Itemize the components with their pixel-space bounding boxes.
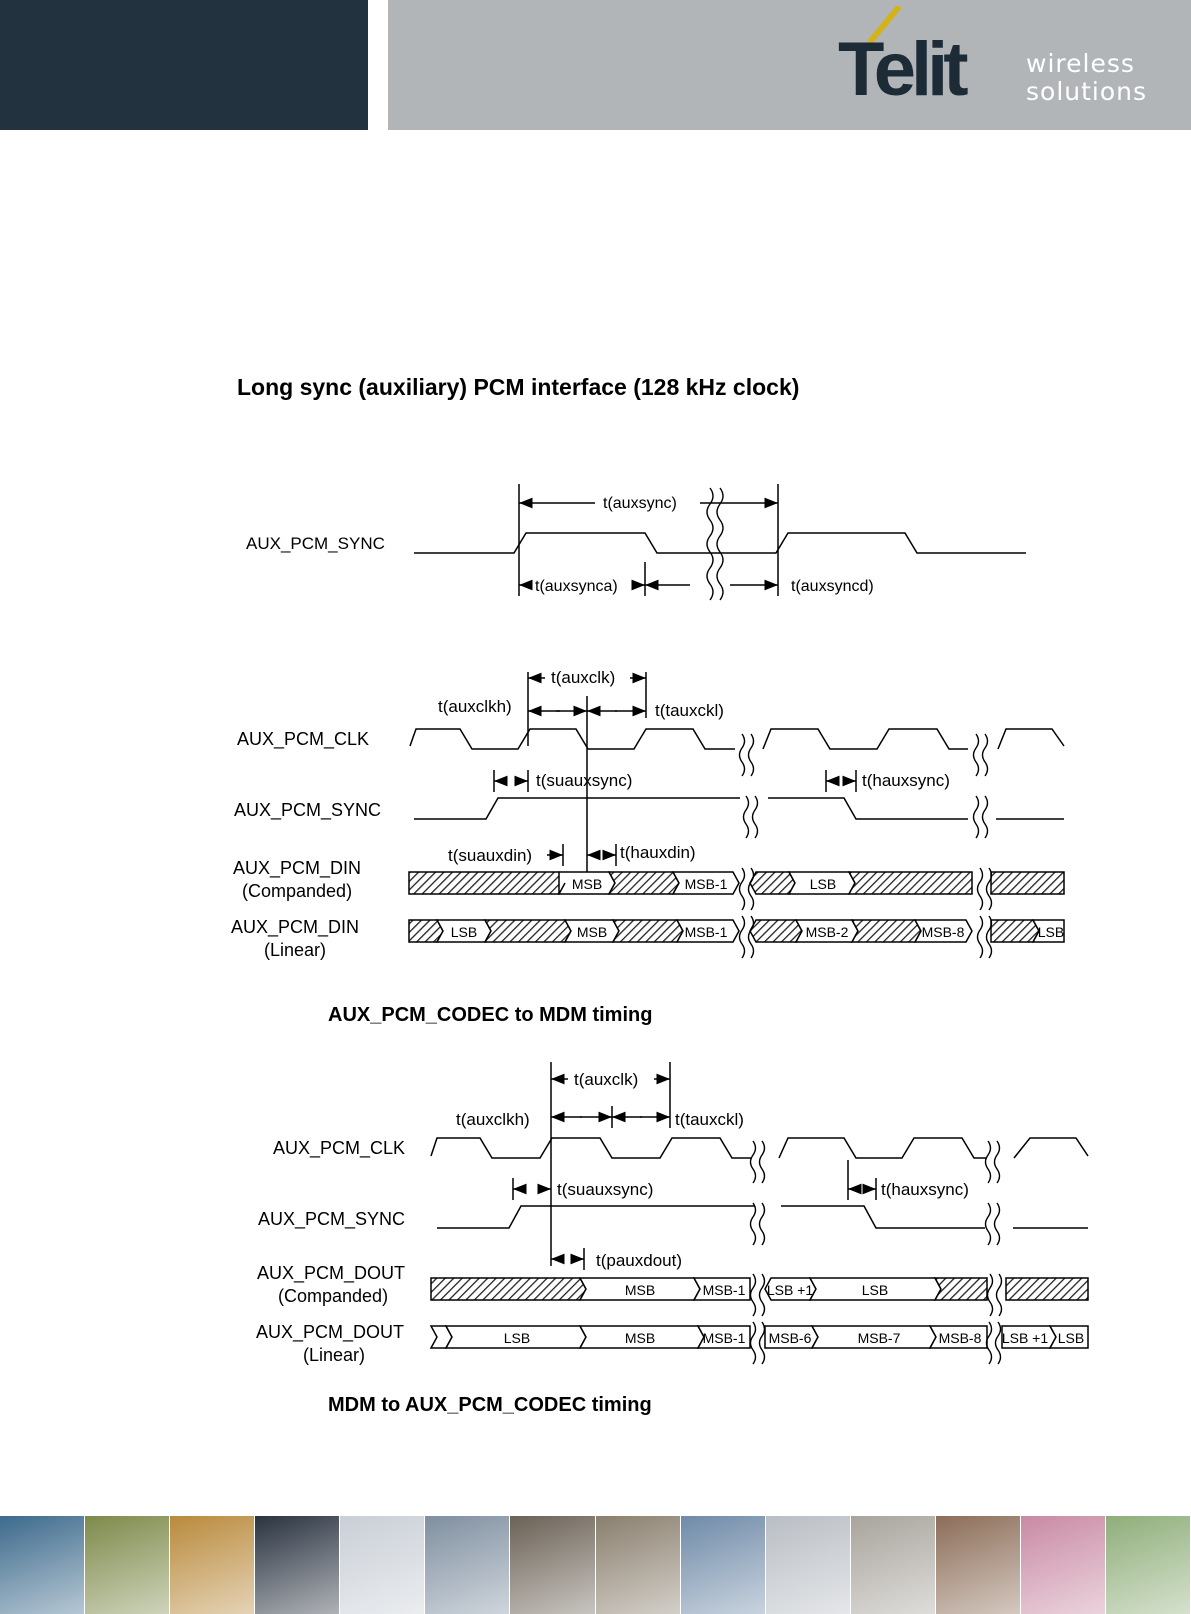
bus-hatch bbox=[935, 1278, 987, 1300]
footer-photo-tile bbox=[425, 1516, 510, 1614]
signal-label-dout-linear-sub: (Linear) bbox=[303, 1345, 366, 1365]
din-companded-bus bbox=[409, 872, 1064, 894]
signal-label-aux-pcm-sync: AUX_PCM_SYNC bbox=[246, 534, 385, 553]
bus-hatch bbox=[852, 920, 921, 942]
cell-text: LSB bbox=[809, 876, 837, 892]
bus-hatch bbox=[750, 920, 802, 942]
diagram-mdm-to-codec bbox=[256, 1062, 1088, 1416]
sync-waveform-3a bbox=[437, 1206, 755, 1228]
cell-text: LSB bbox=[861, 1282, 889, 1298]
cell-text: LSB +1 bbox=[766, 1282, 814, 1298]
label-t-auxsync: t(auxsync) bbox=[603, 495, 677, 512]
signal-label-din-linear-sub: (Linear) bbox=[264, 940, 327, 960]
bus-hatch bbox=[750, 872, 795, 894]
label-t-suauxsync: t(suauxsync) bbox=[536, 771, 633, 790]
bus-hatch bbox=[409, 920, 443, 942]
label-t-hauxsync: t(hauxsync) bbox=[862, 771, 950, 790]
cell-text: LSB bbox=[450, 924, 478, 940]
label-t-auxsynca: t(auxsynca) bbox=[535, 578, 618, 595]
bus-hatch bbox=[431, 1278, 586, 1300]
caption-codec-to-mdm: AUX_PCM_CODEC to MDM timing bbox=[328, 1004, 653, 1026]
cell-text: LSB bbox=[1057, 1330, 1085, 1346]
cell-text: MSB bbox=[624, 1330, 656, 1346]
din-linear-bus bbox=[409, 920, 1064, 942]
bus-hatch bbox=[991, 872, 1064, 894]
signal-label-din-companded: AUX_PCM_DIN bbox=[233, 858, 362, 878]
cell-text: MSB-1 bbox=[684, 876, 728, 892]
label-t-auxsyncd: t(auxsyncd) bbox=[791, 578, 874, 595]
tagline-line-2: solutions bbox=[1026, 77, 1148, 106]
footer-photo-strip bbox=[0, 1516, 1191, 1614]
footer-photo-tile bbox=[596, 1516, 681, 1614]
label-t-auxclkh: t(auxclkh) bbox=[438, 697, 512, 716]
sync-waveform-3b bbox=[781, 1206, 985, 1228]
logo-wordmark: Telit bbox=[838, 27, 964, 112]
section-title: Long sync (auxiliary) PCM interface (128 kHz clock) bbox=[237, 374, 800, 400]
signal-label-clk: AUX_PCM_CLK bbox=[273, 1138, 406, 1158]
cell-text: MSB bbox=[571, 876, 603, 892]
label-t-suauxsync: t(suauxsync) bbox=[557, 1180, 654, 1199]
bus-hatch bbox=[991, 920, 1039, 942]
label-t-tauxckl: t(tauxckl) bbox=[655, 701, 724, 720]
signal-label-dout-companded-sub: (Companded) bbox=[278, 1286, 389, 1306]
label-t-hauxsync: t(hauxsync) bbox=[881, 1180, 969, 1199]
bus-hatch bbox=[609, 872, 679, 894]
signal-label-dout-companded: AUX_PCM_DOUT bbox=[257, 1263, 406, 1283]
signal-label-din-linear: AUX_PCM_DIN bbox=[231, 917, 360, 937]
footer-photo-tile bbox=[1106, 1516, 1191, 1614]
footer-photo-tile bbox=[1021, 1516, 1106, 1614]
bus-hatch bbox=[613, 920, 683, 942]
label-t-hauxdin: t(hauxdin) bbox=[620, 843, 696, 862]
cell-text: LSB bbox=[503, 1330, 531, 1346]
signal-label-din-companded-sub: (Companded) bbox=[242, 881, 353, 901]
clk-waveform-b bbox=[763, 729, 968, 749]
cell-text: MSB-1 bbox=[702, 1282, 746, 1298]
bus-hatch bbox=[485, 920, 571, 942]
cell-text: LSB +1 bbox=[1001, 1330, 1049, 1346]
label-t-tauxckl: t(tauxckl) bbox=[675, 1110, 744, 1129]
caption-mdm-to-codec: MDM to AUX_PCM_CODEC timing bbox=[328, 1394, 652, 1416]
footer-photo-tile bbox=[340, 1516, 425, 1614]
footer-photo-tile bbox=[936, 1516, 1021, 1614]
footer-photo-tile bbox=[255, 1516, 340, 1614]
clk-waveform-c bbox=[998, 729, 1064, 749]
bus-hatch bbox=[849, 872, 972, 894]
cell-text: MSB-1 bbox=[702, 1330, 746, 1346]
clk-waveform-b bbox=[779, 1138, 987, 1158]
footer-photo-tile bbox=[170, 1516, 255, 1614]
signal-label-sync: AUX_PCM_SYNC bbox=[258, 1209, 406, 1229]
cell-text: LSB bbox=[1037, 924, 1065, 940]
cell-text: MSB-8 bbox=[921, 924, 965, 940]
label-t-pauxdout: t(pauxdout) bbox=[596, 1251, 682, 1270]
cell-text: MSB-2 bbox=[805, 924, 849, 940]
signal-label-clk: AUX_PCM_CLK bbox=[237, 729, 370, 749]
cell-text: MSB bbox=[576, 924, 608, 940]
footer-photo-tile bbox=[0, 1516, 85, 1614]
signal-label-dout-linear: AUX_PCM_DOUT bbox=[256, 1322, 405, 1342]
cell-text: MSB bbox=[624, 1282, 656, 1298]
signal-label-sync: AUX_PCM_SYNC bbox=[234, 800, 382, 820]
diagram-sync-period bbox=[246, 484, 1026, 600]
sync-waveform-2b bbox=[768, 798, 968, 819]
cell-text: MSB-7 bbox=[857, 1330, 901, 1346]
label-t-auxclk: t(auxclk) bbox=[551, 668, 616, 687]
clk-waveform-a bbox=[431, 1138, 752, 1158]
label-t-auxclk: t(auxclk) bbox=[574, 1070, 639, 1089]
diagram-codec-to-mdm bbox=[231, 668, 1064, 1026]
clk-waveform-c bbox=[1014, 1138, 1088, 1158]
break-marks-top bbox=[707, 488, 723, 600]
cell-text: MSB-1 bbox=[684, 924, 728, 940]
footer-photo-tile bbox=[766, 1516, 851, 1614]
label-t-auxclkh: t(auxclkh) bbox=[456, 1110, 530, 1129]
footer-photo-tile bbox=[85, 1516, 170, 1614]
bus-hatch bbox=[1006, 1278, 1088, 1300]
footer-photo-tile bbox=[681, 1516, 766, 1614]
cell-text: MSB-8 bbox=[938, 1330, 982, 1346]
footer-photo-tile bbox=[851, 1516, 936, 1614]
footer-photo-tile bbox=[510, 1516, 595, 1614]
tagline-line-1: wireless bbox=[1026, 49, 1135, 78]
sync-waveform-2a bbox=[414, 798, 740, 819]
cell-text: MSB-6 bbox=[768, 1330, 812, 1346]
clk-waveform-a bbox=[410, 729, 735, 749]
bus-hatch bbox=[409, 872, 565, 894]
label-t-suauxdin: t(suauxdin) bbox=[448, 846, 533, 865]
